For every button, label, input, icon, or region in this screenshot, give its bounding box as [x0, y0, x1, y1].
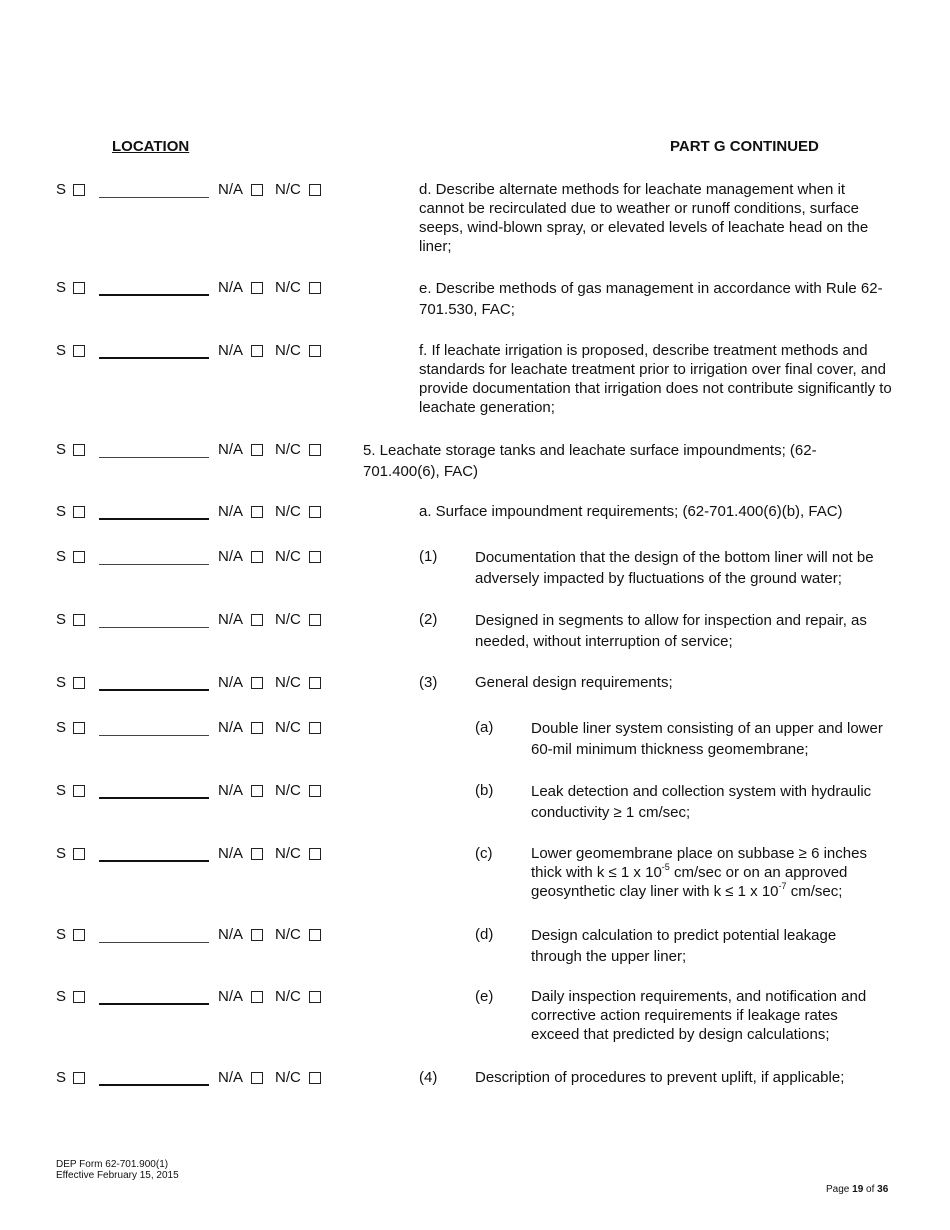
nc-checkbox[interactable] [309, 677, 321, 689]
s-label: S [56, 611, 67, 628]
na-checkbox[interactable] [251, 785, 263, 797]
nc-checkbox[interactable] [309, 345, 321, 357]
item-letter: (a) [475, 719, 494, 736]
nc-label: N/C [275, 1069, 301, 1086]
na-checkbox[interactable] [251, 551, 263, 563]
na-checkbox[interactable] [251, 722, 263, 734]
s-label: S [56, 926, 67, 943]
location-line[interactable] [99, 457, 209, 458]
na-label: N/A [218, 181, 244, 198]
nc-checkbox[interactable] [309, 1072, 321, 1084]
location-header: LOCATION [112, 138, 190, 155]
item-letter: (c) [475, 845, 493, 862]
location-line[interactable] [99, 357, 209, 359]
item-letter: (e) [475, 988, 494, 1005]
nc-label: N/C [275, 181, 301, 198]
nc-checkbox[interactable] [309, 848, 321, 860]
s-checkbox[interactable] [73, 722, 85, 734]
na-checkbox[interactable] [251, 848, 263, 860]
s-checkbox[interactable] [73, 677, 85, 689]
na-label: N/A [218, 441, 244, 458]
nc-label: N/C [275, 674, 301, 691]
nc-checkbox[interactable] [309, 614, 321, 626]
s-checkbox[interactable] [73, 929, 85, 941]
na-checkbox[interactable] [251, 929, 263, 941]
nc-label: N/C [275, 611, 301, 628]
s-label: S [56, 845, 67, 862]
page-number [826, 1184, 888, 1195]
item-letter: (d) [475, 926, 494, 943]
nc-checkbox[interactable] [309, 506, 321, 518]
na-checkbox[interactable] [251, 1072, 263, 1084]
na-checkbox[interactable] [251, 282, 263, 294]
item-letter: (b) [475, 782, 494, 799]
item-text: a. Surface impoundment requirements; (62-701.400(6)(b), FAC) [419, 503, 843, 520]
nc-label: N/C [275, 926, 301, 943]
page-prefix: Page [826, 1184, 853, 1195]
exponent: -5 [661, 862, 670, 872]
item-number: (2) [419, 611, 438, 628]
effective-date: Effective February 15, 2015 [56, 1170, 179, 1181]
location-line[interactable] [99, 942, 209, 943]
na-checkbox[interactable] [251, 614, 263, 626]
na-label: N/A [218, 279, 244, 296]
form-number: DEP Form 62-701.900(1) [56, 1159, 169, 1170]
nc-label: N/C [275, 988, 301, 1005]
nc-label: N/C [275, 548, 301, 565]
location-line[interactable] [99, 627, 209, 628]
s-label: S [56, 782, 67, 799]
na-label: N/A [218, 503, 244, 520]
exponent: -7 [778, 881, 787, 891]
item-text: Design calculation to predict potential leakage through the upper liner; [531, 927, 837, 965]
s-label: S [56, 988, 67, 1005]
item-text: Leak detection and collection system with hydraulic conductivity ≥ 1 cm/sec; [531, 783, 872, 821]
nc-label: N/C [275, 279, 301, 296]
location-line[interactable] [99, 197, 209, 198]
item-text: Double liner system consisting of an upper and lower 60-mil minimum thickness geomembrane; [531, 720, 883, 758]
s-label: S [56, 279, 67, 296]
nc-checkbox[interactable] [309, 184, 321, 196]
s-checkbox[interactable] [73, 345, 85, 357]
location-line[interactable] [99, 518, 209, 520]
nc-label: N/C [275, 845, 301, 862]
nc-checkbox[interactable] [309, 722, 321, 734]
na-checkbox[interactable] [251, 184, 263, 196]
nc-label: N/C [275, 782, 301, 799]
location-line[interactable] [99, 294, 209, 296]
na-label: N/A [218, 342, 244, 359]
na-label: N/A [218, 548, 244, 565]
nc-checkbox[interactable] [309, 929, 321, 941]
na-label: N/A [218, 988, 244, 1005]
item-text: Documentation that the design of the bottom liner will not be adversely impacted by fluctuations of the ground water; [475, 549, 874, 587]
item-text: d. Describe alternate methods for leachate management when it cannot be recirculated due to weather or runoff conditions, surface seeps, wind-blown spray, or elevated levels of leachate head on the liner; [419, 181, 869, 255]
location-line[interactable] [99, 797, 209, 799]
nc-label: N/C [275, 719, 301, 736]
s-label: S [56, 674, 67, 691]
item-text: f. If leachate irrigation is proposed, describe treatment methods and standards for leachate treatment prior to irrigation over final cover, and provide documentation that irrigation does not contribute significantly to leachate generation; [419, 342, 892, 416]
item-text-part: cm/sec; [786, 883, 843, 900]
item-text: Daily inspection requirements, and notification and corrective action requirements if leakage rates exceed that predicted by design calculations; [531, 988, 867, 1043]
location-line[interactable] [99, 1084, 209, 1086]
item-text-part: Lower geomembrane place on subbase ≥ 6 inches thick with k ≤ 1 x 10 [531, 845, 867, 881]
nc-checkbox[interactable] [309, 444, 321, 456]
item-number: (1) [419, 548, 438, 565]
location-line[interactable] [99, 1003, 209, 1005]
nc-label: N/C [275, 342, 301, 359]
nc-checkbox[interactable] [309, 991, 321, 1003]
na-label: N/A [218, 1069, 244, 1086]
na-checkbox[interactable] [251, 506, 263, 518]
na-label: N/A [218, 782, 244, 799]
item-text: General design requirements; [475, 674, 673, 691]
part-header: PART G CONTINUED [670, 138, 819, 155]
s-label: S [56, 342, 67, 359]
nc-checkbox[interactable] [309, 282, 321, 294]
item-text [531, 844, 886, 901]
location-line[interactable] [99, 564, 209, 565]
s-checkbox[interactable] [73, 444, 85, 456]
item-text: Designed in segments to allow for inspection and repair, as needed, without interruption of service; [475, 612, 867, 650]
item-text: Description of procedures to prevent uplift, if applicable; [475, 1069, 845, 1086]
nc-label: N/C [275, 503, 301, 520]
s-checkbox[interactable] [73, 551, 85, 563]
s-label: S [56, 181, 67, 198]
item-number: (3) [419, 674, 438, 691]
footer-form-info [56, 1159, 179, 1181]
nc-checkbox[interactable] [309, 785, 321, 797]
s-checkbox[interactable] [73, 785, 85, 797]
s-checkbox[interactable] [73, 848, 85, 860]
s-checkbox[interactable] [73, 282, 85, 294]
s-label: S [56, 441, 67, 458]
na-checkbox[interactable] [251, 345, 263, 357]
s-label: S [56, 1069, 67, 1086]
total-pages: 36 [877, 1184, 889, 1195]
item-text: e. Describe methods of gas management in accordance with Rule 62-701.530, FAC; [419, 280, 883, 318]
location-line[interactable] [99, 860, 209, 862]
s-label: S [56, 548, 67, 565]
s-checkbox[interactable] [73, 614, 85, 626]
na-label: N/A [218, 719, 244, 736]
na-checkbox[interactable] [251, 991, 263, 1003]
s-checkbox[interactable] [73, 991, 85, 1003]
item-number: (4) [419, 1069, 438, 1086]
s-checkbox[interactable] [73, 184, 85, 196]
na-checkbox[interactable] [251, 677, 263, 689]
page-of: of [863, 1184, 878, 1195]
location-line[interactable] [99, 735, 209, 736]
na-checkbox[interactable] [251, 444, 263, 456]
current-page: 19 [852, 1184, 864, 1195]
s-label: S [56, 503, 67, 520]
nc-checkbox[interactable] [309, 551, 321, 563]
item-text-part: cm/sec or on an approved geosynthetic clay liner with k ≤ 1 x 10 [531, 864, 848, 900]
s-checkbox[interactable] [73, 506, 85, 518]
s-checkbox[interactable] [73, 1072, 85, 1084]
na-label: N/A [218, 674, 244, 691]
item-text: 5. Leachate storage tanks and leachate surface impoundments; (62-701.400(6), FAC) [363, 442, 817, 480]
s-label: S [56, 719, 67, 736]
location-line[interactable] [99, 689, 209, 691]
na-label: N/A [218, 926, 244, 943]
na-label: N/A [218, 845, 244, 862]
nc-label: N/C [275, 441, 301, 458]
na-label: N/A [218, 611, 244, 628]
